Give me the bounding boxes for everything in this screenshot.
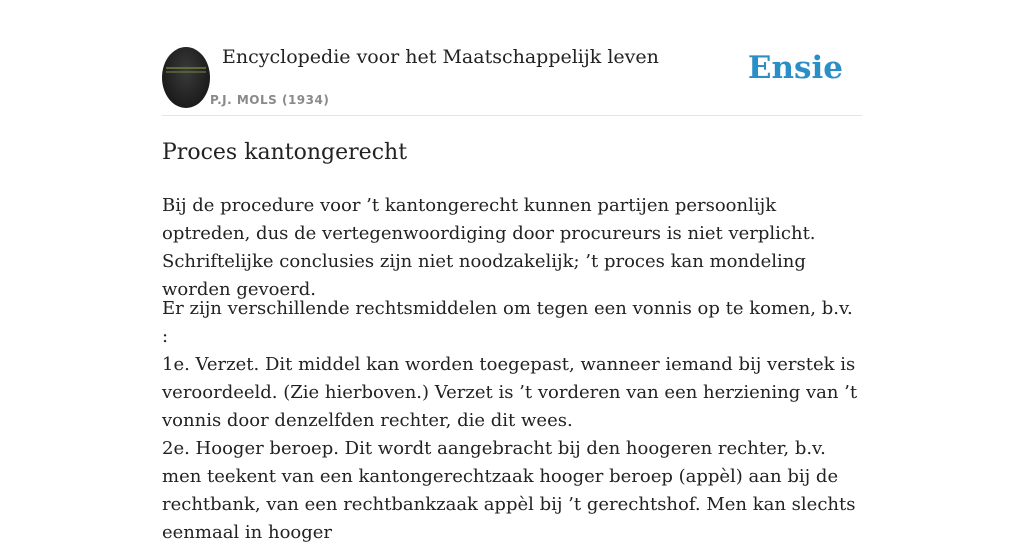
- ensie-logo-link[interactable]: Ensie: [747, 50, 843, 86]
- article-paragraph: 1e. Verzet. Dit middel kan worden toegepast, wanneer iemand bij verstek is veroordeeld. (Zie hierboven.) Verzet is ’t vorderen van een herziening van ’t vonnis door denzelfden rechter, die dit wees.: [162, 354, 858, 431]
- article-title: Proces kantongerecht: [162, 140, 408, 165]
- article-paragraph: Bij de procedure voor ’t kantongerecht kunnen partijen persoonlijk optreden, dus de vertegenwoordiging door procureurs is niet verplicht. Schriftelijke conclusies zijn niet noodzakelijk; ’t proces kan mondeling worden gevoerd.: [162, 195, 816, 300]
- article-paragraph: 2e. Hooger beroep. Dit wordt aangebracht bij den hoogeren rechter, b.v. men teekent van een kantongerechtzaak hooger beroep (appèl) aan bij de rechtbank, van een rechtbankzaak appèl bij ’t gerechtshof. Men kan slechts eenmaal in hooger: [162, 438, 856, 543]
- cover-stripe: [166, 67, 206, 69]
- author-year: P.J. MOLS (1934): [210, 93, 330, 107]
- book-title[interactable]: Encyclopedie voor het Maatschappelijk leven: [222, 46, 659, 68]
- page-header: [162, 0, 862, 116]
- cover-stripe: [166, 71, 206, 73]
- content-column: [162, 0, 862, 543]
- book-cover-thumbnail[interactable]: [162, 47, 210, 108]
- article-paragraph: Er zijn verschillende rechtsmiddelen om tegen een vonnis op te komen, b.v. :: [162, 298, 853, 347]
